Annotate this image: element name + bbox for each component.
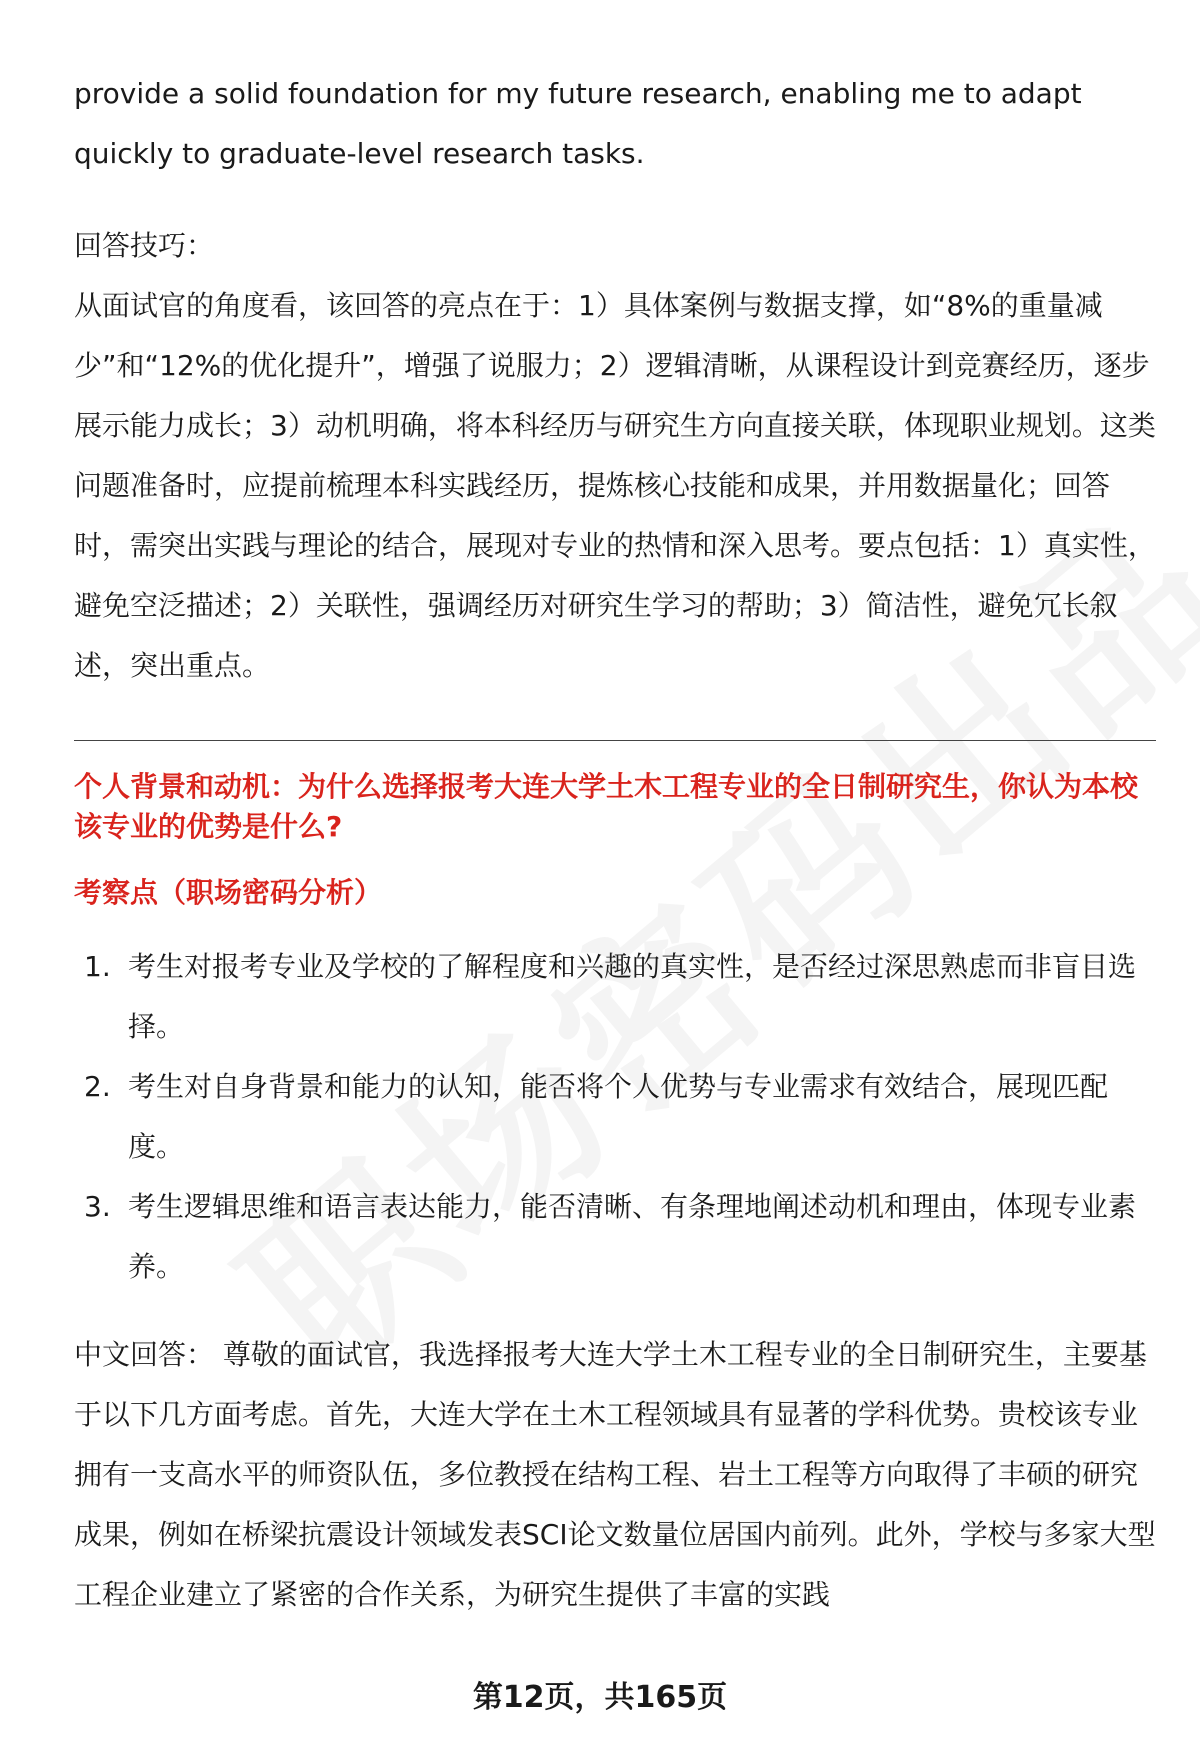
list-item: [74, 937, 1156, 1057]
intro-continuation: provide a solid foundation for my future research, enabling me to adapt quickly to graduate-level research tasks.: [74, 77, 1082, 170]
list-item: [74, 1057, 1156, 1177]
list-item-text: 考生对报考专业及学校的了解程度和兴趣的真实性，是否经过深思熟虑而非盲目选择。: [128, 950, 1137, 1043]
list-item: [74, 1177, 1156, 1297]
list-item-number: 2.: [84, 1070, 111, 1103]
chinese-answer: 中文回答： 尊敬的面试官，我选择报考大连大学土木工程专业的全日制研究生，主要基于以下几方面考虑。首先，大连大学在土木工程领域具有显著的学科优势。贵校该专业拥有一支高水平的师资队伍，多位教授在结构工程、岩土工程等方向取得了丰硕的研究成果，例如在桥梁抗震设计领域发表SCI论文数量位居国内前列。此外，学校与多家大型工程企业建立了紧密的合作关系，为研究生提供了丰富的实践: [74, 1338, 1156, 1611]
list-item-text: 考生逻辑思维和语言表达能力，能否清晰、有条理地阐述动机和理由，体现专业素养。: [128, 1190, 1137, 1283]
question-heading: 个人背景和动机：为什么选择报考大连大学土木工程专业的全日制研究生，你认为本校该专业的优势是什么?: [74, 770, 1139, 843]
exam-points-list: [74, 937, 1156, 1297]
exam-points-label: 考察点（职场密码分析）: [74, 876, 383, 909]
list-item-number: 3.: [84, 1190, 111, 1223]
section-divider: [74, 740, 1156, 741]
tips-label: 回答技巧：: [74, 229, 215, 262]
page-footer: 第12页，共165页: [472, 1680, 728, 1715]
tips-body: 从面试官的角度看，该回答的亮点在于：1）具体案例与数据支撑，如“8%的重量减少”和“12%的优化提升”，增强了说服力；2）逻辑清晰，从课程设计到竞赛经历，逐步展示能力成长；3）动机明确，将本科经历与研究生方向直接关联，体现职业规划。这类问题准备时，应提前梳理本科实践经历，提炼核心技能和成果，并用数据量化；回答时，需突出实践与理论的结合，展现对专业的热情和深入思考。要点包括：1）真实性，避免空泛描述；2）关联性，强调经历对研究生学习的帮助；3）简洁性，避免冗长叙述，突出重点。: [74, 289, 1156, 682]
list-item-number: 1.: [84, 950, 111, 983]
list-item-text: 考生对自身背景和能力的认知，能否将个人优势与专业需求有效结合，展现匹配度。: [128, 1070, 1109, 1163]
page-content: [74, 64, 1156, 1625]
